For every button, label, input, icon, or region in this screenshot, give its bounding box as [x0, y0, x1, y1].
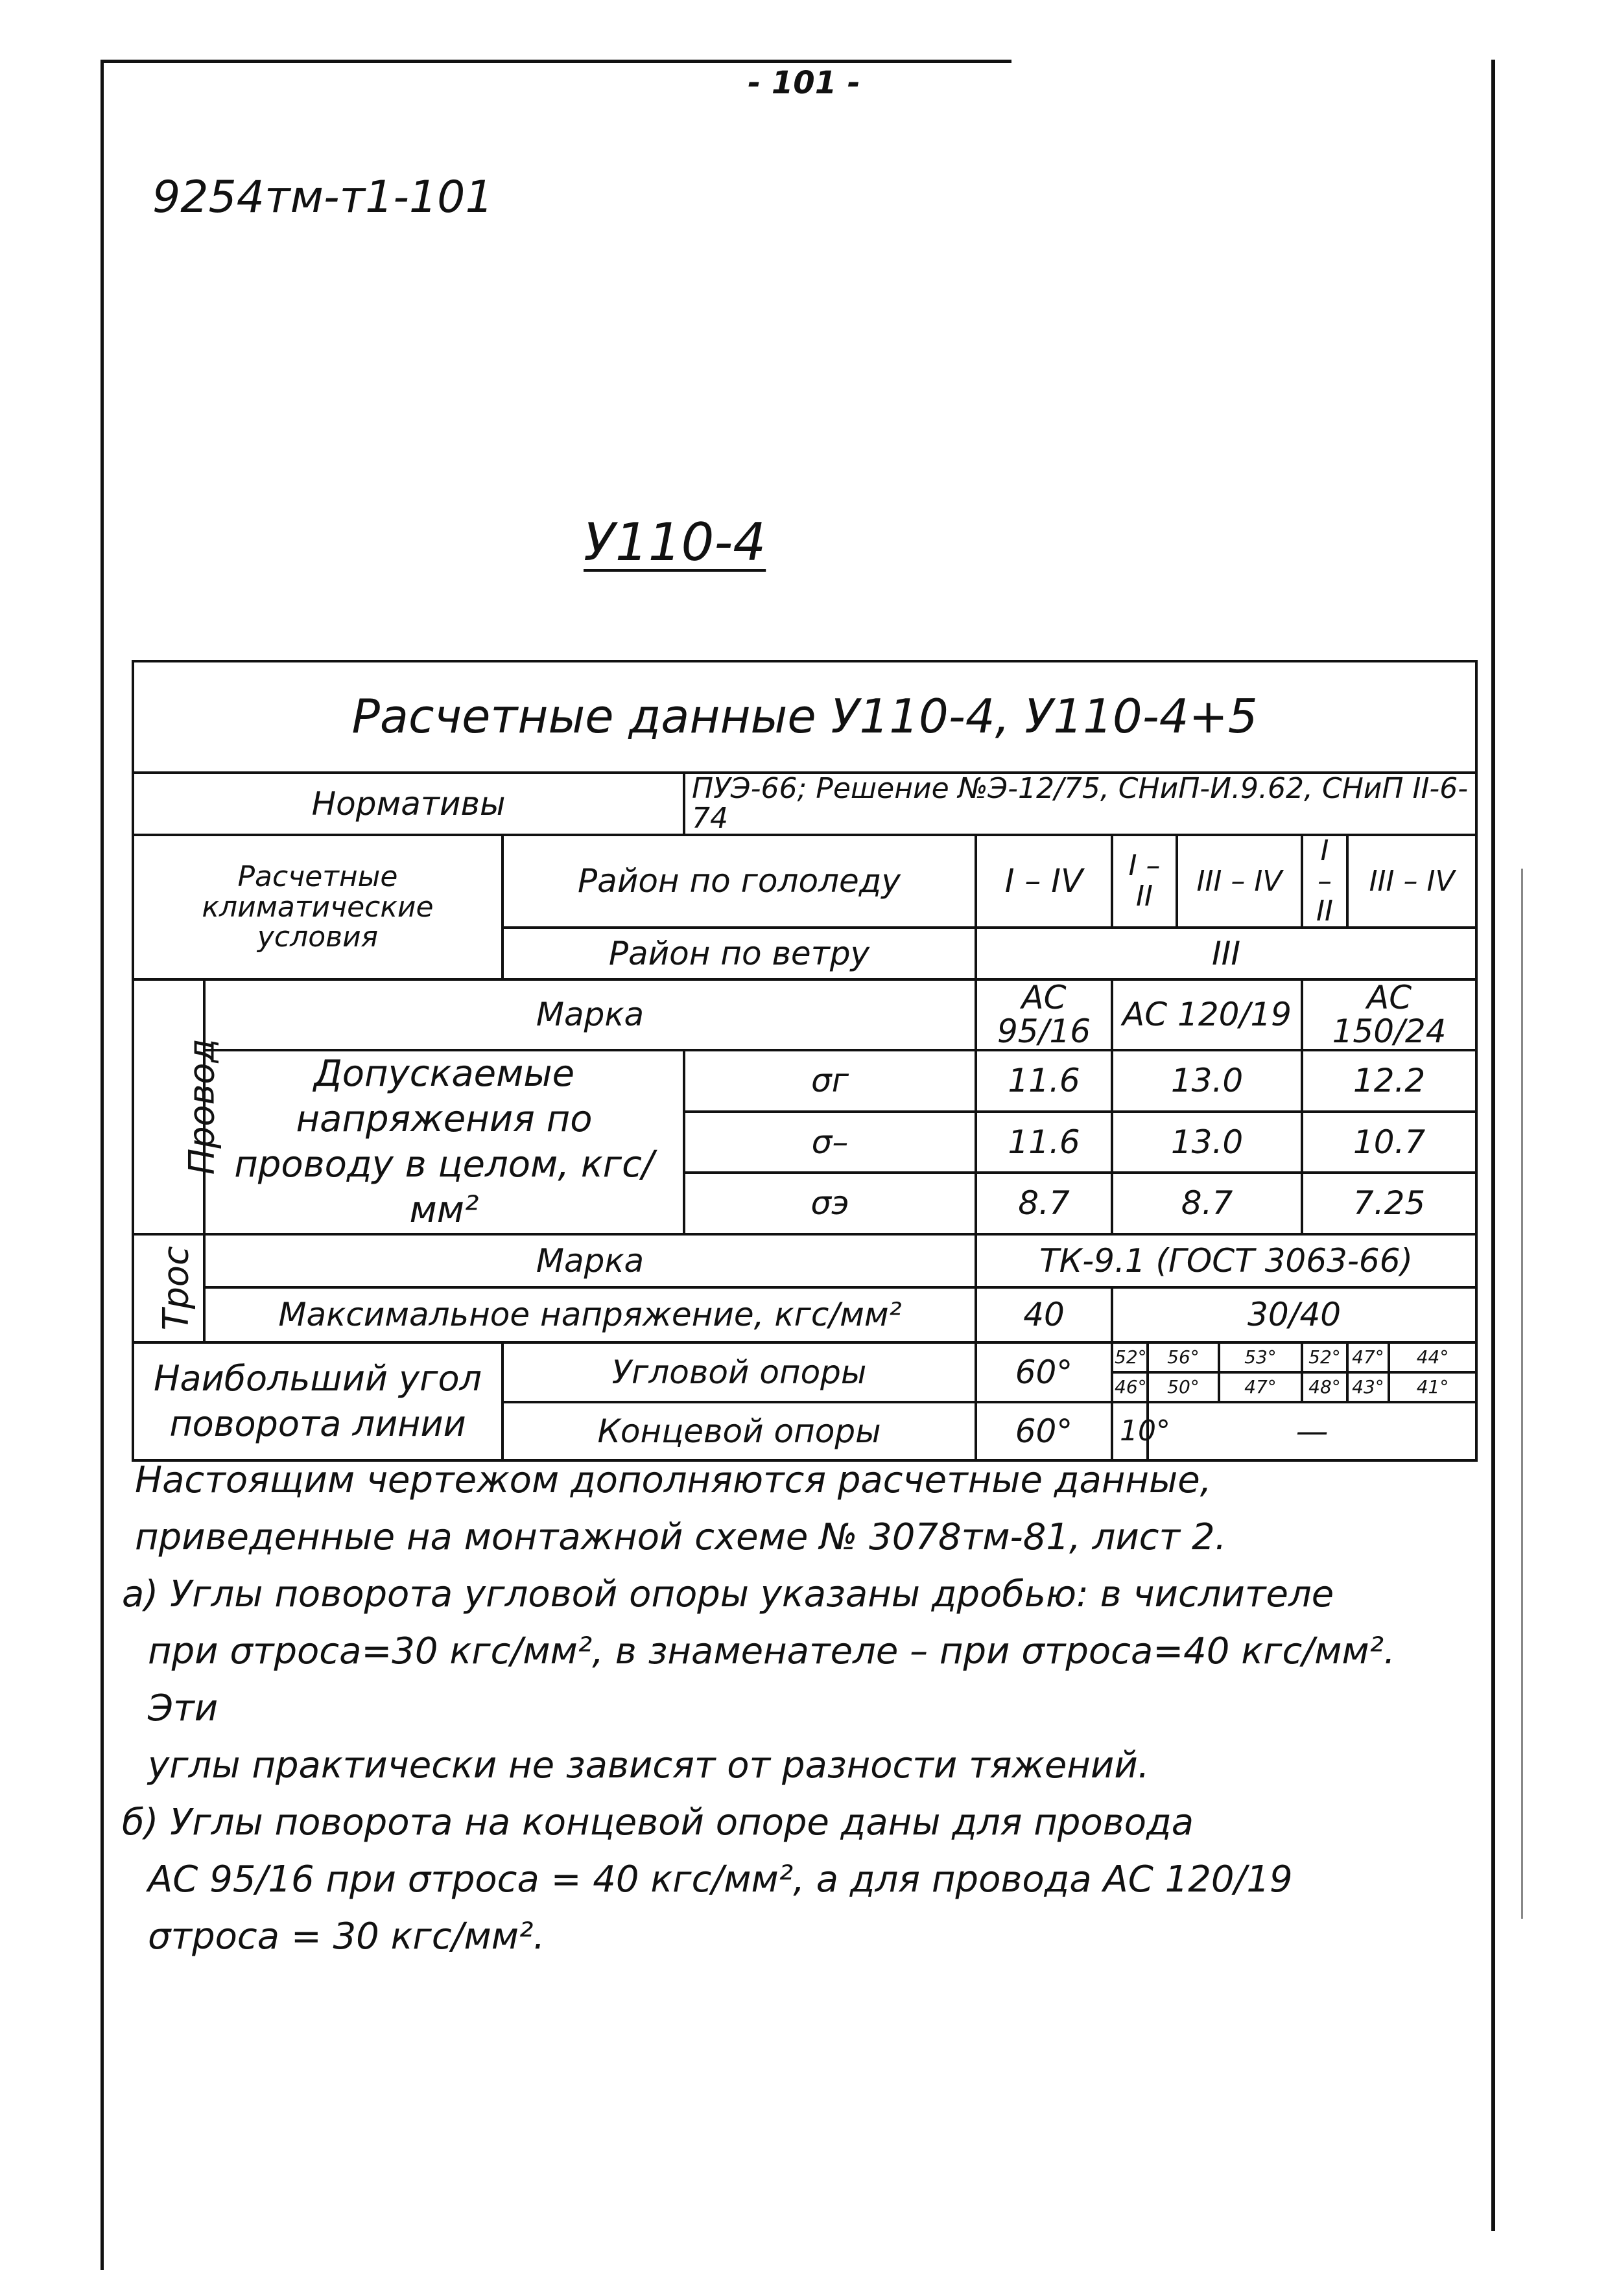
corner-numerator: 47° [1347, 1342, 1389, 1372]
normatives-value: ПУЭ-66; Решение №Э-12/75, СНиП-И.9.62, СНиП II-6-74 [684, 773, 1476, 835]
ice-region-1: I – IV [976, 835, 1112, 928]
allowed-stress-label: Допускаемые напряжения по проводу в целом, кгс/мм² [204, 1050, 684, 1234]
max-stress-row [133, 1287, 1476, 1342]
cable-brand-value: ТК-9.1 (ГОСТ 3063-66) [976, 1234, 1476, 1287]
corner-denominator: 46° [1112, 1372, 1148, 1402]
stress-value: 10.7 [1302, 1112, 1476, 1173]
frame-top-line [100, 60, 1011, 63]
wire-section-label: Провод [133, 979, 204, 1234]
stress-value: 12.2 [1302, 1050, 1476, 1112]
wire-brand-3: АС 150/24 [1302, 979, 1476, 1050]
wind-region-value: III [976, 928, 1476, 979]
frame-left-line [100, 60, 104, 2270]
wire-brand-1: АС 95/16 [976, 979, 1112, 1050]
drawing-title: У110-4 [584, 512, 766, 572]
corner-denominator: 50° [1148, 1372, 1219, 1402]
corner-denominator: 48° [1302, 1372, 1347, 1402]
climate-label: Расчетные климатические условия [133, 835, 503, 979]
stress-value: 8.7 [976, 1173, 1112, 1234]
frame-right-tick [1521, 869, 1523, 1919]
max-stress-value-2: 30/40 [1112, 1287, 1476, 1342]
ice-region-5: III – IV [1347, 835, 1476, 928]
ice-region-4: I – II [1302, 835, 1347, 928]
wire-brand-row [133, 979, 1476, 1050]
max-stress-label: Максимальное напряжение, кгс/мм² [204, 1287, 976, 1342]
corner-denominator: 47° [1219, 1372, 1302, 1402]
stress-value: 11.6 [976, 1112, 1112, 1173]
stress-value: 7.25 [1302, 1173, 1476, 1234]
max-stress-value-1: 40 [976, 1287, 1112, 1342]
normatives-label: Нормативы [133, 773, 684, 835]
corner-numerator: 56° [1148, 1342, 1219, 1372]
cable-brand-label: Марка [204, 1234, 976, 1287]
wire-brand-2: АС 120/19 [1112, 979, 1302, 1050]
normatives-row [133, 773, 1476, 835]
note-intro-line: приведенные на монтажной схеме № 3078тм-81, лист 2. [135, 1516, 1227, 1558]
stress-value: 13.0 [1112, 1112, 1302, 1173]
ice-region-2: I – II [1112, 835, 1177, 928]
note-intro-line: Настоящим чертежом дополняются расчетные данные, [135, 1459, 1212, 1501]
corner-numerator: 53° [1219, 1342, 1302, 1372]
notes [122, 1452, 1464, 1965]
ice-region-3: III – IV [1177, 835, 1302, 928]
max-angle-label: Наибольший угол поворота линии [133, 1342, 503, 1460]
corner-numerator: 44° [1389, 1342, 1476, 1372]
stress-value: 11.6 [976, 1050, 1112, 1112]
stress-value: 13.0 [1112, 1050, 1302, 1112]
stress-symbol: σг [684, 1050, 976, 1112]
corner-denominator: 43° [1347, 1372, 1389, 1402]
corner-numerator: 52° [1112, 1342, 1148, 1372]
doc-code: 9254тм-т1-101 [152, 172, 493, 223]
ice-region-row [133, 835, 1476, 928]
end-support-label: Концевой опоры [503, 1402, 976, 1460]
wire-brand-label: Марка [204, 979, 976, 1050]
note-b-line: σтроса = 30 кгс/мм². [148, 1915, 545, 1958]
note-b-line: АС 95/16 при σтроса = 40 кгс/мм², а для провода АС 120/19 [148, 1858, 1293, 1901]
table-title: Расчетные данные У110-4, У110-4+5 [133, 661, 1476, 773]
stress-symbol: σэ [684, 1173, 976, 1234]
end-value-2: 10° [1112, 1402, 1148, 1460]
cable-section-label: Трос [133, 1234, 204, 1342]
calculation-table [132, 660, 1478, 1462]
cable-brand-row [133, 1234, 1476, 1287]
table-title-row [133, 661, 1476, 773]
note-a-line: а) Углы поворота угловой опоры указаны дробью: в числителе [122, 1573, 1334, 1615]
corner-numerator: 52° [1302, 1342, 1347, 1372]
end-value-3: — [1148, 1402, 1476, 1460]
corner-support-label: Угловой опоры [503, 1342, 976, 1402]
frame-right-line [1491, 60, 1495, 2231]
stress-symbol: σ– [684, 1112, 976, 1173]
wind-region-label: Район по ветру [503, 928, 976, 979]
page-number: - 101 - [748, 65, 860, 101]
corner-denominator: 41° [1389, 1372, 1476, 1402]
end-value-1: 60° [976, 1402, 1112, 1460]
corner-first-value: 60° [976, 1342, 1112, 1402]
stress-row [133, 1050, 1476, 1112]
note-a-line: при σтроса=30 кгс/мм², в знаменателе – при σтроса=40 кгс/мм². Эти [148, 1630, 1395, 1729]
corner-angle-row-top [133, 1342, 1476, 1372]
note-b-line: б) Углы поворота на концевой опоре даны для провода [122, 1801, 1194, 1844]
note-a-line: углы практически не зависят от разности тяжений. [148, 1744, 1150, 1786]
ice-region-label: Район по гололеду [503, 835, 976, 928]
stress-value: 8.7 [1112, 1173, 1302, 1234]
